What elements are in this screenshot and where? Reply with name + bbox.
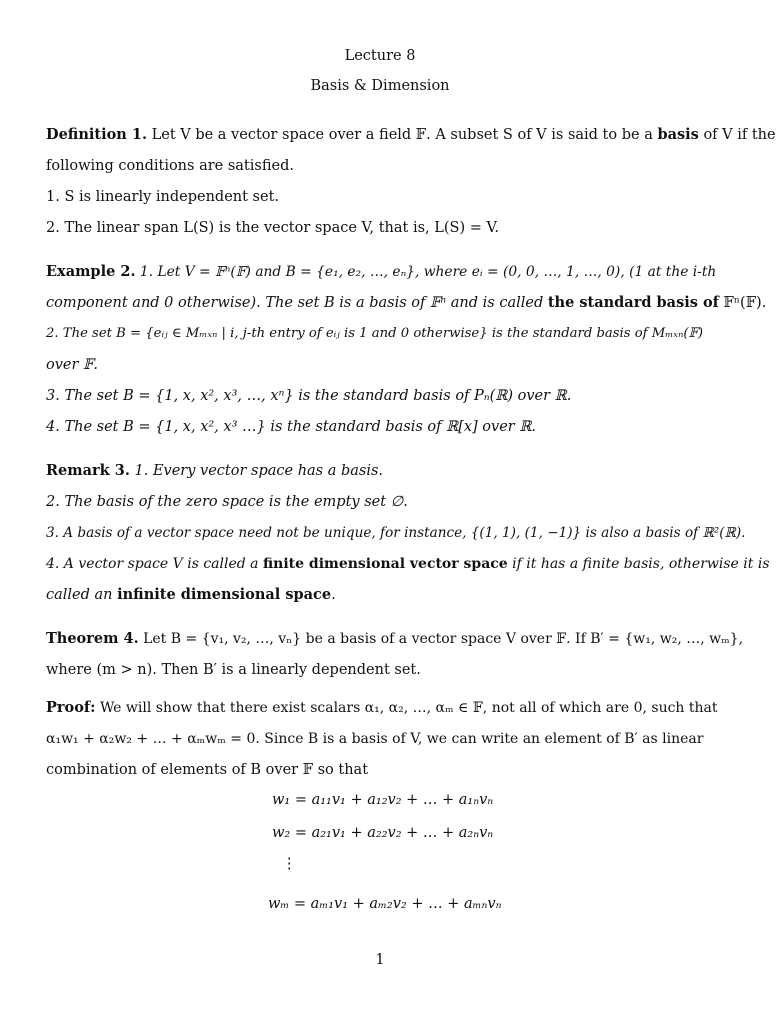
example-bold-term: the standard basis of bbox=[547, 294, 719, 311]
remark-bold-infinite: infinite dimensional space bbox=[117, 586, 332, 603]
definition-text-end: of V if the bbox=[703, 127, 776, 143]
remark-line-4 bbox=[46, 554, 770, 574]
lecture-title: Lecture 8 bbox=[344, 48, 416, 64]
lecture-subtitle: Basis & Dimension bbox=[310, 78, 450, 94]
theorem-line-1 bbox=[46, 629, 744, 649]
theorem-label: Theorem 4. bbox=[46, 630, 139, 647]
definition-line-2: following conditions are satisfied. bbox=[46, 158, 294, 174]
proof-text-1: We will show that there exist scalars α₁, α₂, …, αₘ ∈ 𝔽, not all of which are 0, such that bbox=[99, 700, 718, 716]
example-line-3: 2. The set B = {eᵢⱼ ∈ Mₘₓₙ | i, j-th entry of eᵢⱼ is 1 and 0 otherwise} is the standard basis of Mₘₓₙ(𝔽) bbox=[46, 326, 703, 341]
proof-line-3: combination of elements of B over 𝔽 so that bbox=[46, 762, 369, 778]
equation-w1: w₁ = a₁₁v₁ + a₁₂v₂ + … + a₁ₙvₙ bbox=[272, 792, 494, 808]
remark-text-4-end: if it has a finite basis, otherwise it is bbox=[512, 556, 770, 572]
proof-line-2: α₁w₁ + α₂w₂ + … + αₘwₘ = 0. Since B is a basis of V, we can write an element of B′ as linear bbox=[46, 731, 704, 747]
theorem-line-2: where (m > n). Then B′ is a linearly dependent set. bbox=[46, 662, 421, 678]
theorem-text-1: Let B = {v₁, v₂, …, vₙ} be a basis of a vector space V over 𝔽. If B′ = {w₁, w₂, …, wₘ}, bbox=[143, 631, 744, 647]
definition-text: Let V be a vector space over a field 𝔽. A subset S of V is said to be a bbox=[151, 127, 653, 143]
example-label: Example 2. bbox=[46, 263, 136, 280]
example-line-4: over 𝔽. bbox=[46, 357, 98, 373]
remark-text-5: called an bbox=[46, 587, 113, 603]
definition-bold-term: basis bbox=[657, 126, 699, 143]
equation-wm: wₘ = aₘ₁v₁ + aₘ₂v₂ + … + aₘₙvₙ bbox=[268, 896, 502, 912]
remark-period: . bbox=[331, 587, 336, 603]
remark-line-2: 2. The basis of the zero space is the empty set ∅. bbox=[46, 494, 408, 510]
remark-line-5 bbox=[46, 585, 714, 605]
definition-item-1: 1. S is linearly independent set. bbox=[46, 189, 280, 205]
remark-line-3: 3. A basis of a vector space need not be unique, for instance, {(1, 1), (1, −1)} is also a basis of ℝ²(ℝ). bbox=[46, 525, 746, 541]
page-number: 1 bbox=[375, 952, 385, 968]
remark-text-4: 4. A vector space V is called a bbox=[46, 556, 259, 572]
definition-line-1 bbox=[46, 125, 776, 145]
proof-label: Proof: bbox=[46, 699, 96, 716]
example-line-2 bbox=[46, 293, 767, 313]
example-line-5: 3. The set B = {1, x, x², x³, …, xⁿ} is the standard basis of Pₙ(ℝ) over ℝ. bbox=[46, 388, 572, 404]
remark-line-1 bbox=[46, 461, 714, 481]
remark-text-1: 1. Every vector space has a basis. bbox=[134, 463, 384, 479]
definition-item-2: 2. The linear span L(S) is the vector space V, that is, L(S) = V. bbox=[46, 220, 500, 236]
remark-label: Remark 3. bbox=[46, 462, 130, 479]
proof-line-1 bbox=[46, 698, 718, 718]
vertical-ellipsis: ⋮ bbox=[282, 856, 297, 872]
definition-label: Definition 1. bbox=[46, 126, 147, 143]
example-line-6: 4. The set B = {1, x, x², x³ …} is the standard basis of ℝ[x] over ℝ. bbox=[46, 419, 536, 435]
example-text-2: component and 0 otherwise). The set B is a basis of 𝔽ⁿ and is called bbox=[46, 295, 544, 311]
example-text-2-end: 𝔽ⁿ(𝔽). bbox=[723, 295, 767, 311]
remark-bold-finite: finite dimensional vector space bbox=[262, 556, 508, 572]
example-line-1 bbox=[46, 262, 717, 282]
example-text-1: 1. Let V = 𝔽ⁿ(𝔽) and B = {e₁, e₂, …, eₙ}, where eᵢ = (0, 0, …, 1, …, 0), (1 at the i-th bbox=[139, 264, 717, 280]
equation-w2: w₂ = a₂₁v₁ + a₂₂v₂ + … + a₂ₙvₙ bbox=[272, 825, 494, 841]
